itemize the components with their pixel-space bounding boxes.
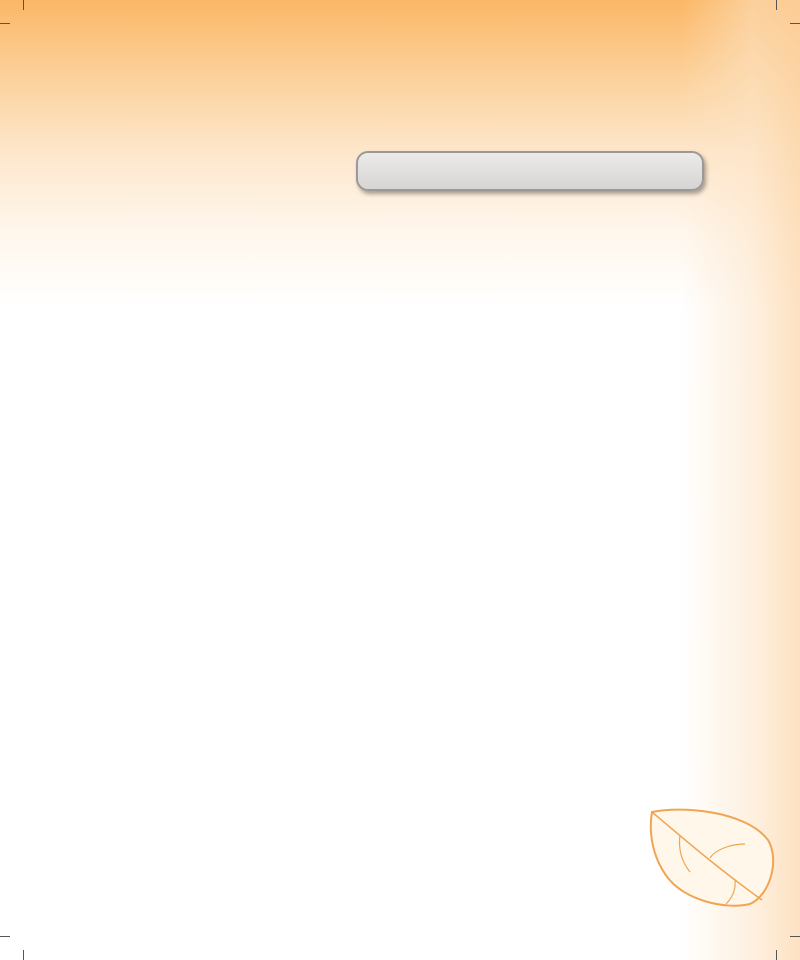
crop-mark [790,936,800,937]
crop-mark [790,23,800,24]
ministry-logo-block [28,808,198,898]
kilim-weave-figure [200,390,630,670]
crop-mark [23,0,24,10]
ministry-logo-icon [88,812,208,838]
crop-mark [776,950,777,960]
crop-mark [23,950,24,960]
crop-mark [776,0,777,10]
leaf-icon [640,800,780,910]
crop-mark [0,936,10,937]
crop-mark [0,23,10,24]
section-title-box [356,151,704,191]
